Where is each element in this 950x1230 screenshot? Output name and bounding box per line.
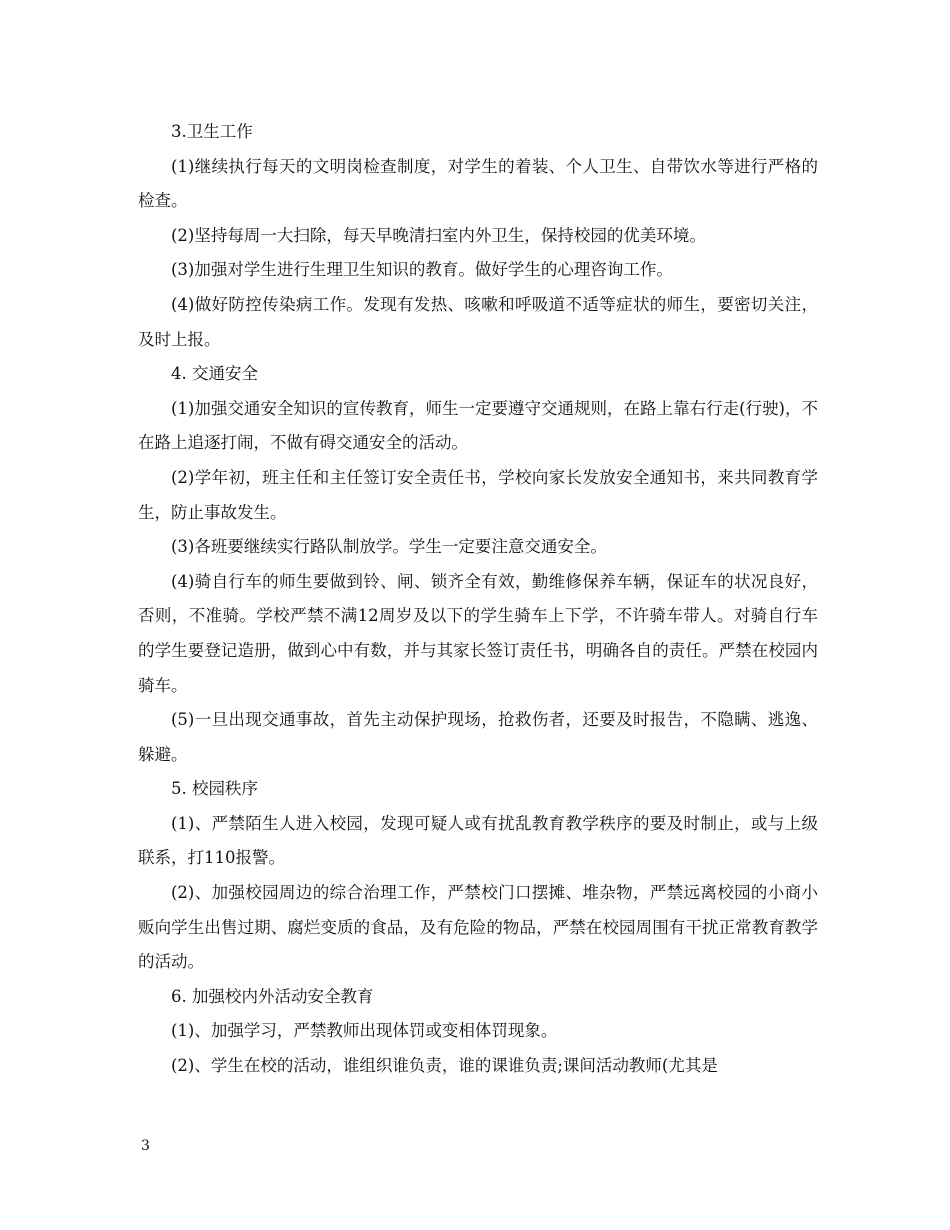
section-heading-traffic-safety: 4. 交通安全 [171,364,258,384]
section-heading-campus-order: 5. 校园秩序 [171,779,258,799]
page-number: 3 [141,1138,150,1154]
section-heading-activity-safety: 6. 加强校内外活动安全教育 [171,986,374,1006]
paragraph: (1)继续执行每天的文明岗检查制度，对学生的着装、个人卫生、自带饮水等进行严格的检查。 [138,156,818,211]
paragraph: (2)、加强校园周边的综合治理工作，严禁校门口摆摊、堆杂物，严禁远离校园的小商小贩向学生出售过期、腐烂变质的食品，及有危险的物品，严禁在校园周围有干扰正常教育教学的活动。 [138,883,818,972]
paragraph: (1)加强交通安全知识的宣传教育，师生一定要遵守交通规则，在路上靠右行走(行驶)，不在路上追逐打闹，不做有碍交通安全的活动。 [138,398,818,453]
paragraph: (3)各班要继续实行路队制放学。学生一定要注意交通安全。 [171,537,607,557]
paragraph: (1)、加强学习，严禁教师出现体罚或变相体罚现象。 [171,1021,558,1041]
paragraph: (4)做好防控传染病工作。发现有发热、咳嗽和呼吸道不适等症状的师生，要密切关注，及时上报。 [138,294,818,349]
paragraph: (5)一旦出现交通事故，首先主动保护现场，抢救伤者，还要及时报告，不隐瞒、逃逸、躲避。 [138,710,818,764]
paragraph: (1)、严禁陌生人进入校园，发现可疑人或有扰乱教育教学秩序的要及时制止，或与上级联系，打110报警。 [138,813,818,868]
section-heading-hygiene: 3.卫生工作 [171,122,253,141]
paragraph: (4)骑自行车的师生要做到铃、闸、锁齐全有效，勤维修保养车辆，保证车的状况良好，否则，不准骑。学校严禁不满12周岁及以下的学生骑车上下学，不许骑车带人。对骑自行车的学生要登记造册，做到心中有数，并与其家长签订责任书，明确各自的责任。严禁在校园内骑车。 [138,571,818,695]
paragraph: (2)坚持每周一大扫除，每天早晚清扫室内外卫生，保持校园的优美环境。 [171,225,706,245]
document-body [138,115,818,1084]
paragraph: (2)学年初，班主任和主任签订安全责任书，学校向家长发放安全通知书，来共同教育学生，防止事故发生。 [138,467,818,522]
paragraph: (3)加强对学生进行生理卫生知识的教育。做好学生的心理咨询工作。 [171,260,673,280]
paragraph: (2)、学生在校的活动，谁组织谁负责，谁的课谁负责;课间活动教师(尤其是 [171,1056,718,1076]
